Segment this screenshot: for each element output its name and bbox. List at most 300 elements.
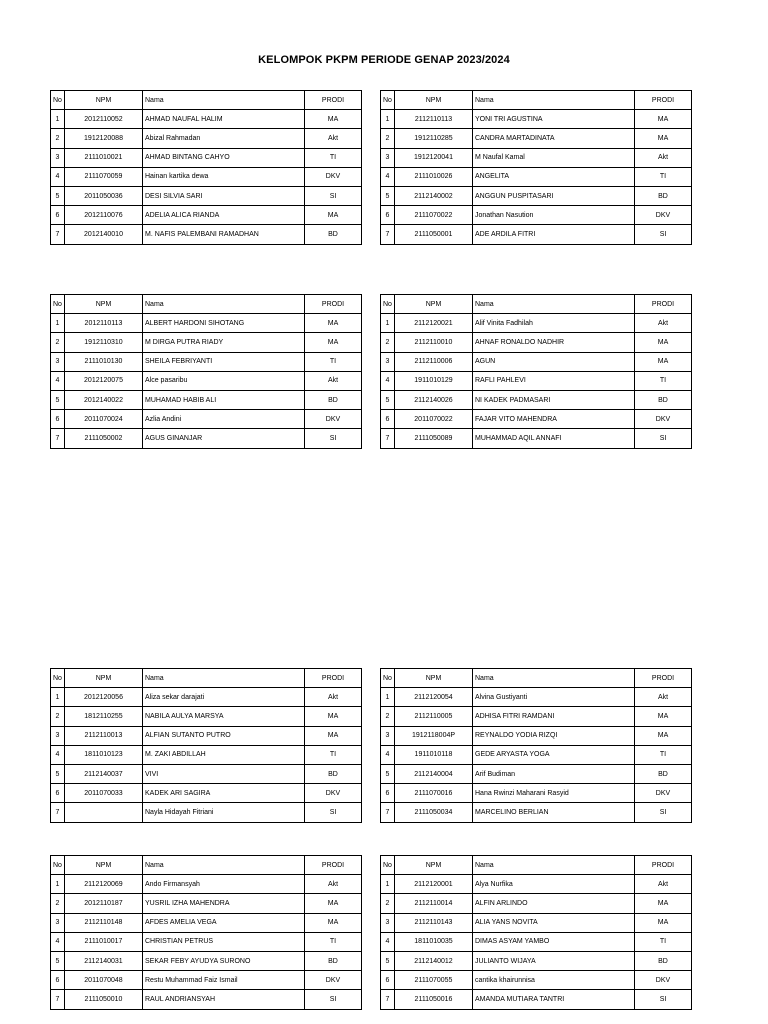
cell-prodi: TI (635, 167, 692, 186)
table-row (51, 707, 362, 726)
group-table-1 (50, 90, 362, 245)
table-row (51, 110, 362, 129)
cell-no: 2 (51, 707, 65, 726)
cell-no: 6 (381, 971, 395, 990)
header-no: No (51, 856, 65, 875)
cell-no: 7 (51, 803, 65, 822)
cell-npm: 2112140012 (395, 951, 473, 970)
cell-prodi: DKV (635, 784, 692, 803)
header-nama: Nama (143, 295, 305, 314)
cell-nama: ALFIN ARLINDO (473, 894, 635, 913)
cell-nama: Hainan kartika dewa (143, 167, 305, 186)
table-row (381, 784, 692, 803)
cell-no: 1 (51, 688, 65, 707)
header-npm: NPM (395, 669, 473, 688)
cell-nama: AHMAD NAUFAL HALIM (143, 110, 305, 129)
cell-npm: 2112140037 (65, 764, 143, 783)
table-row (381, 971, 692, 990)
cell-nama: AFDES AMELIA VEGA (143, 913, 305, 932)
cell-nama: Hana Rwinzi Maharani Rasyid (473, 784, 635, 803)
group-table-2 (380, 90, 692, 245)
cell-nama: M. ZAKI ABDILLAH (143, 745, 305, 764)
cell-no: 7 (51, 429, 65, 448)
cell-nama: JULIANTO WIJAYA (473, 951, 635, 970)
cell-nama: ALFIAN SUTANTO PUTRO (143, 726, 305, 745)
table-row (381, 314, 692, 333)
cell-no: 6 (51, 784, 65, 803)
table-row (381, 410, 692, 429)
cell-npm: 2111070059 (65, 167, 143, 186)
cell-nama: ADELIA ALICA RIANDA (143, 206, 305, 225)
cell-no: 4 (51, 371, 65, 390)
table-row (381, 707, 692, 726)
cell-npm: 1912120088 (65, 129, 143, 148)
cell-npm: 2011070048 (65, 971, 143, 990)
cell-nama: SEKAR FEBY AYUDYA SURONO (143, 951, 305, 970)
header-prodi: PRODI (305, 295, 362, 314)
cell-no: 2 (381, 333, 395, 352)
cell-no: 3 (381, 352, 395, 371)
header-npm: NPM (65, 91, 143, 110)
cell-npm: 2112110010 (395, 333, 473, 352)
cell-prodi: Akt (635, 688, 692, 707)
cell-nama: AMANDA MUTIARA TANTRI (473, 990, 635, 1009)
table-row (51, 410, 362, 429)
table-row (51, 688, 362, 707)
cell-npm: 2112140004 (395, 764, 473, 783)
cell-nama: M DIRGA PUTRA RIADY (143, 333, 305, 352)
table-row (51, 371, 362, 390)
cell-nama: SHEILA FEBRIYANTI (143, 352, 305, 371)
cell-npm: 2011070033 (65, 784, 143, 803)
cell-no: 3 (51, 148, 65, 167)
table-row (51, 951, 362, 970)
cell-prodi: DKV (635, 410, 692, 429)
table-row (381, 352, 692, 371)
header-prodi: PRODI (305, 669, 362, 688)
table-row (51, 745, 362, 764)
cell-npm: 2111050034 (395, 803, 473, 822)
table-row (51, 333, 362, 352)
cell-nama: ADE ARDILA FITRI (473, 225, 635, 244)
cell-npm: 2111010021 (65, 148, 143, 167)
header-no: No (381, 669, 395, 688)
group-table-7 (50, 855, 362, 1010)
cell-nama: ADHISA FITRI RAMDANI (473, 707, 635, 726)
table-row (51, 726, 362, 745)
cell-prodi: TI (305, 148, 362, 167)
cell-no: 6 (51, 206, 65, 225)
cell-prodi: DKV (305, 971, 362, 990)
cell-nama: Alif Vinita Fadhilah (473, 314, 635, 333)
cell-no: 6 (51, 971, 65, 990)
cell-prodi: MA (635, 913, 692, 932)
cell-prodi: TI (305, 932, 362, 951)
header-prodi: PRODI (305, 856, 362, 875)
cell-nama: M. NAFIS PALEMBANI RAMADHAN (143, 225, 305, 244)
cell-nama: Ando Firmansyah (143, 875, 305, 894)
cell-nama: MARCELINO BERLIAN (473, 803, 635, 822)
cell-prodi: Akt (305, 371, 362, 390)
cell-npm: 2111070016 (395, 784, 473, 803)
cell-npm: 2112110143 (395, 913, 473, 932)
cell-nama: Alvina Gustiyanti (473, 688, 635, 707)
cell-nama: NABILA AULYA MARSYA (143, 707, 305, 726)
table-row (381, 875, 692, 894)
cell-no: 1 (381, 314, 395, 333)
cell-npm: 2112110014 (395, 894, 473, 913)
cell-npm: 2012140010 (65, 225, 143, 244)
page-title: KELOMPOK PKPM PERIODE GENAP 2023/2024 (258, 54, 510, 66)
table-row (51, 764, 362, 783)
cell-no: 3 (51, 352, 65, 371)
table-header-row (51, 856, 362, 875)
table-row (381, 429, 692, 448)
cell-nama: AHNAF RONALDO NADHIR (473, 333, 635, 352)
cell-prodi: SI (305, 186, 362, 205)
cell-prodi: TI (635, 932, 692, 951)
cell-npm: 2112140026 (395, 390, 473, 409)
cell-prodi: MA (635, 352, 692, 371)
cell-no: 1 (381, 688, 395, 707)
group-table-5 (50, 668, 362, 823)
cell-prodi: MA (305, 110, 362, 129)
header-prodi: PRODI (635, 856, 692, 875)
cell-prodi: Akt (305, 688, 362, 707)
cell-nama: CANDRA MARTADINATA (473, 129, 635, 148)
cell-prodi: MA (635, 129, 692, 148)
table-row (51, 167, 362, 186)
cell-prodi: SI (305, 429, 362, 448)
cell-no: 2 (51, 894, 65, 913)
cell-nama: NI KADEK PADMASARI (473, 390, 635, 409)
table-row (51, 803, 362, 822)
cell-npm: 1912110285 (395, 129, 473, 148)
cell-npm (65, 803, 143, 822)
table-row (381, 371, 692, 390)
cell-prodi: DKV (635, 206, 692, 225)
table-row (381, 110, 692, 129)
cell-no: 6 (381, 784, 395, 803)
cell-no: 7 (51, 225, 65, 244)
cell-npm: 1811010035 (395, 932, 473, 951)
cell-npm: 2012120075 (65, 371, 143, 390)
table-row (381, 745, 692, 764)
cell-nama: RAUL ANDRIANSYAH (143, 990, 305, 1009)
cell-npm: 2112110005 (395, 707, 473, 726)
cell-prodi: MA (305, 206, 362, 225)
cell-nama: VIVI (143, 764, 305, 783)
cell-no: 5 (381, 764, 395, 783)
cell-npm: 2112120001 (395, 875, 473, 894)
cell-npm: 1912120041 (395, 148, 473, 167)
cell-npm: 1911010129 (395, 371, 473, 390)
cell-prodi: BD (305, 225, 362, 244)
cell-npm: 2112110013 (65, 726, 143, 745)
cell-nama: RAFLI PAHLEVI (473, 371, 635, 390)
cell-nama: ALBERT HARDONI SIHOTANG (143, 314, 305, 333)
cell-nama: M Naufal Kamal (473, 148, 635, 167)
cell-npm: 2111050089 (395, 429, 473, 448)
cell-no: 4 (51, 167, 65, 186)
table-row (381, 990, 692, 1009)
cell-prodi: DKV (305, 784, 362, 803)
cell-nama: Arif Budiman (473, 764, 635, 783)
table-row (51, 875, 362, 894)
header-no: No (51, 91, 65, 110)
cell-no: 2 (381, 129, 395, 148)
cell-no: 2 (51, 333, 65, 352)
cell-prodi: BD (635, 390, 692, 409)
cell-prodi: MA (305, 726, 362, 745)
header-npm: NPM (65, 295, 143, 314)
table-row (51, 314, 362, 333)
header-npm: NPM (395, 91, 473, 110)
cell-no: 4 (381, 371, 395, 390)
cell-npm: 2112140002 (395, 186, 473, 205)
cell-npm: 2112120069 (65, 875, 143, 894)
cell-prodi: SI (635, 803, 692, 822)
cell-no: 1 (381, 110, 395, 129)
table-header-row (381, 669, 692, 688)
header-no: No (381, 91, 395, 110)
cell-no: 5 (381, 951, 395, 970)
cell-nama: DIMAS ASYAM YAMBO (473, 932, 635, 951)
cell-nama: ALIA YANS NOVITA (473, 913, 635, 932)
cell-no: 6 (51, 410, 65, 429)
cell-prodi: SI (305, 803, 362, 822)
cell-npm: 2112140031 (65, 951, 143, 970)
cell-no: 2 (381, 894, 395, 913)
cell-npm: 2011070022 (395, 410, 473, 429)
cell-prodi: Akt (635, 875, 692, 894)
cell-no: 3 (381, 148, 395, 167)
table-row (381, 688, 692, 707)
table-row (51, 990, 362, 1009)
group-table-3 (50, 294, 362, 449)
cell-no: 3 (51, 913, 65, 932)
cell-prodi: Akt (635, 314, 692, 333)
header-nama: Nama (473, 295, 635, 314)
cell-npm: 2011070024 (65, 410, 143, 429)
cell-prodi: DKV (635, 971, 692, 990)
cell-prodi: MA (635, 707, 692, 726)
cell-npm: 1812110255 (65, 707, 143, 726)
cell-npm: 2012110113 (65, 314, 143, 333)
cell-nama: Jonathan Nasution (473, 206, 635, 225)
cell-no: 3 (381, 726, 395, 745)
cell-prodi: MA (305, 333, 362, 352)
cell-nama: REYNALDO YODIA RIZQI (473, 726, 635, 745)
cell-npm: 1912110310 (65, 333, 143, 352)
cell-nama: YUSRIL IZHA MAHENDRA (143, 894, 305, 913)
cell-prodi: SI (635, 429, 692, 448)
table-header-row (381, 295, 692, 314)
cell-prodi: BD (635, 764, 692, 783)
table-row (51, 390, 362, 409)
cell-prodi: MA (635, 333, 692, 352)
table-row (381, 186, 692, 205)
cell-npm: 2111070022 (395, 206, 473, 225)
cell-npm: 2111050010 (65, 990, 143, 1009)
cell-nama: Aliza sekar darajati (143, 688, 305, 707)
cell-nama: KADEK ARI SAGIRA (143, 784, 305, 803)
cell-npm: 2112120021 (395, 314, 473, 333)
cell-prodi: Akt (635, 148, 692, 167)
cell-no: 4 (381, 167, 395, 186)
cell-npm: 1811010123 (65, 745, 143, 764)
header-prodi: PRODI (635, 295, 692, 314)
cell-prodi: DKV (305, 167, 362, 186)
table-row (51, 225, 362, 244)
header-nama: Nama (473, 669, 635, 688)
cell-no: 7 (381, 429, 395, 448)
cell-nama: YONI TRI AGUSTINA (473, 110, 635, 129)
cell-npm: 2111010130 (65, 352, 143, 371)
table-row (381, 726, 692, 745)
cell-npm: 2012110187 (65, 894, 143, 913)
cell-prodi: BD (305, 390, 362, 409)
cell-prodi: TI (305, 745, 362, 764)
cell-prodi: MA (305, 707, 362, 726)
cell-prodi: BD (305, 951, 362, 970)
cell-npm: 2111050002 (65, 429, 143, 448)
cell-no: 1 (381, 875, 395, 894)
cell-npm: 2112110006 (395, 352, 473, 371)
cell-npm: 1911010118 (395, 745, 473, 764)
header-npm: NPM (395, 295, 473, 314)
header-prodi: PRODI (305, 91, 362, 110)
cell-no: 2 (381, 707, 395, 726)
cell-npm: 2111070055 (395, 971, 473, 990)
group-table-4 (380, 294, 692, 449)
cell-no: 1 (51, 875, 65, 894)
cell-no: 3 (381, 913, 395, 932)
cell-prodi: MA (635, 894, 692, 913)
table-row (381, 129, 692, 148)
table-row (51, 148, 362, 167)
cell-prodi: TI (305, 352, 362, 371)
table-row (51, 429, 362, 448)
table-row (51, 186, 362, 205)
cell-no: 1 (51, 314, 65, 333)
cell-no: 2 (51, 129, 65, 148)
cell-prodi: MA (305, 314, 362, 333)
header-nama: Nama (473, 91, 635, 110)
header-no: No (381, 295, 395, 314)
cell-no: 4 (51, 745, 65, 764)
cell-prodi: BD (635, 951, 692, 970)
cell-nama: Nayla Hidayah Fitriani (143, 803, 305, 822)
cell-no: 5 (51, 764, 65, 783)
group-table-8 (380, 855, 692, 1010)
cell-nama: AGUS GINANJAR (143, 429, 305, 448)
table-row (381, 932, 692, 951)
cell-prodi: MA (305, 913, 362, 932)
table-row (381, 148, 692, 167)
cell-npm: 1912118004P (395, 726, 473, 745)
cell-prodi: Akt (305, 129, 362, 148)
table-row (51, 352, 362, 371)
cell-no: 7 (381, 225, 395, 244)
cell-nama: Restu Muhammad Faiz Ismail (143, 971, 305, 990)
table-row (381, 894, 692, 913)
table-row (51, 129, 362, 148)
header-nama: Nama (143, 669, 305, 688)
table-row (381, 913, 692, 932)
cell-no: 4 (381, 745, 395, 764)
cell-npm: 2111050016 (395, 990, 473, 1009)
cell-nama: cantika khairunnisa (473, 971, 635, 990)
header-npm: NPM (395, 856, 473, 875)
cell-nama: Abizal Rahmadan (143, 129, 305, 148)
cell-no: 5 (51, 951, 65, 970)
cell-no: 5 (381, 186, 395, 205)
table-row (51, 784, 362, 803)
table-row (381, 951, 692, 970)
cell-npm: 2012110076 (65, 206, 143, 225)
cell-prodi: MA (635, 110, 692, 129)
header-nama: Nama (143, 856, 305, 875)
table-row (51, 206, 362, 225)
table-row (51, 894, 362, 913)
cell-prodi: TI (635, 371, 692, 390)
cell-nama: CHRISTIAN PETRUS (143, 932, 305, 951)
header-no: No (381, 856, 395, 875)
cell-nama: ANGELITA (473, 167, 635, 186)
cell-npm: 2111010026 (395, 167, 473, 186)
table-row (381, 206, 692, 225)
table-row (381, 803, 692, 822)
table-row (51, 971, 362, 990)
cell-npm: 2012140022 (65, 390, 143, 409)
group-table-6 (380, 668, 692, 823)
cell-no: 7 (381, 990, 395, 1009)
cell-prodi: SI (305, 990, 362, 1009)
header-nama: Nama (143, 91, 305, 110)
cell-nama: MUHAMAD HABIB ALI (143, 390, 305, 409)
table-row (51, 932, 362, 951)
table-row (51, 913, 362, 932)
cell-no: 7 (381, 803, 395, 822)
cell-npm: 2112110148 (65, 913, 143, 932)
cell-prodi: SI (635, 990, 692, 1009)
table-row (381, 333, 692, 352)
cell-nama: MUHAMMAD AQIL ANNAFI (473, 429, 635, 448)
cell-no: 5 (51, 390, 65, 409)
cell-nama: Alya Nurfika (473, 875, 635, 894)
cell-npm: 2012110052 (65, 110, 143, 129)
cell-nama: Azlia Andini (143, 410, 305, 429)
cell-nama: DESI SILVIA SARI (143, 186, 305, 205)
header-prodi: PRODI (635, 91, 692, 110)
cell-nama: GEDE ARYASTA YOGA (473, 745, 635, 764)
table-header-row (51, 669, 362, 688)
cell-prodi: BD (305, 764, 362, 783)
header-npm: NPM (65, 669, 143, 688)
cell-npm: 2112110113 (395, 110, 473, 129)
cell-npm: 2011050036 (65, 186, 143, 205)
cell-prodi: MA (635, 726, 692, 745)
header-prodi: PRODI (635, 669, 692, 688)
table-row (381, 167, 692, 186)
cell-npm: 2112120054 (395, 688, 473, 707)
cell-npm: 2111050001 (395, 225, 473, 244)
cell-prodi: Akt (305, 875, 362, 894)
cell-prodi: SI (635, 225, 692, 244)
cell-nama: AHMAD BINTANG CAHYO (143, 148, 305, 167)
cell-nama: Alce pasaribu (143, 371, 305, 390)
